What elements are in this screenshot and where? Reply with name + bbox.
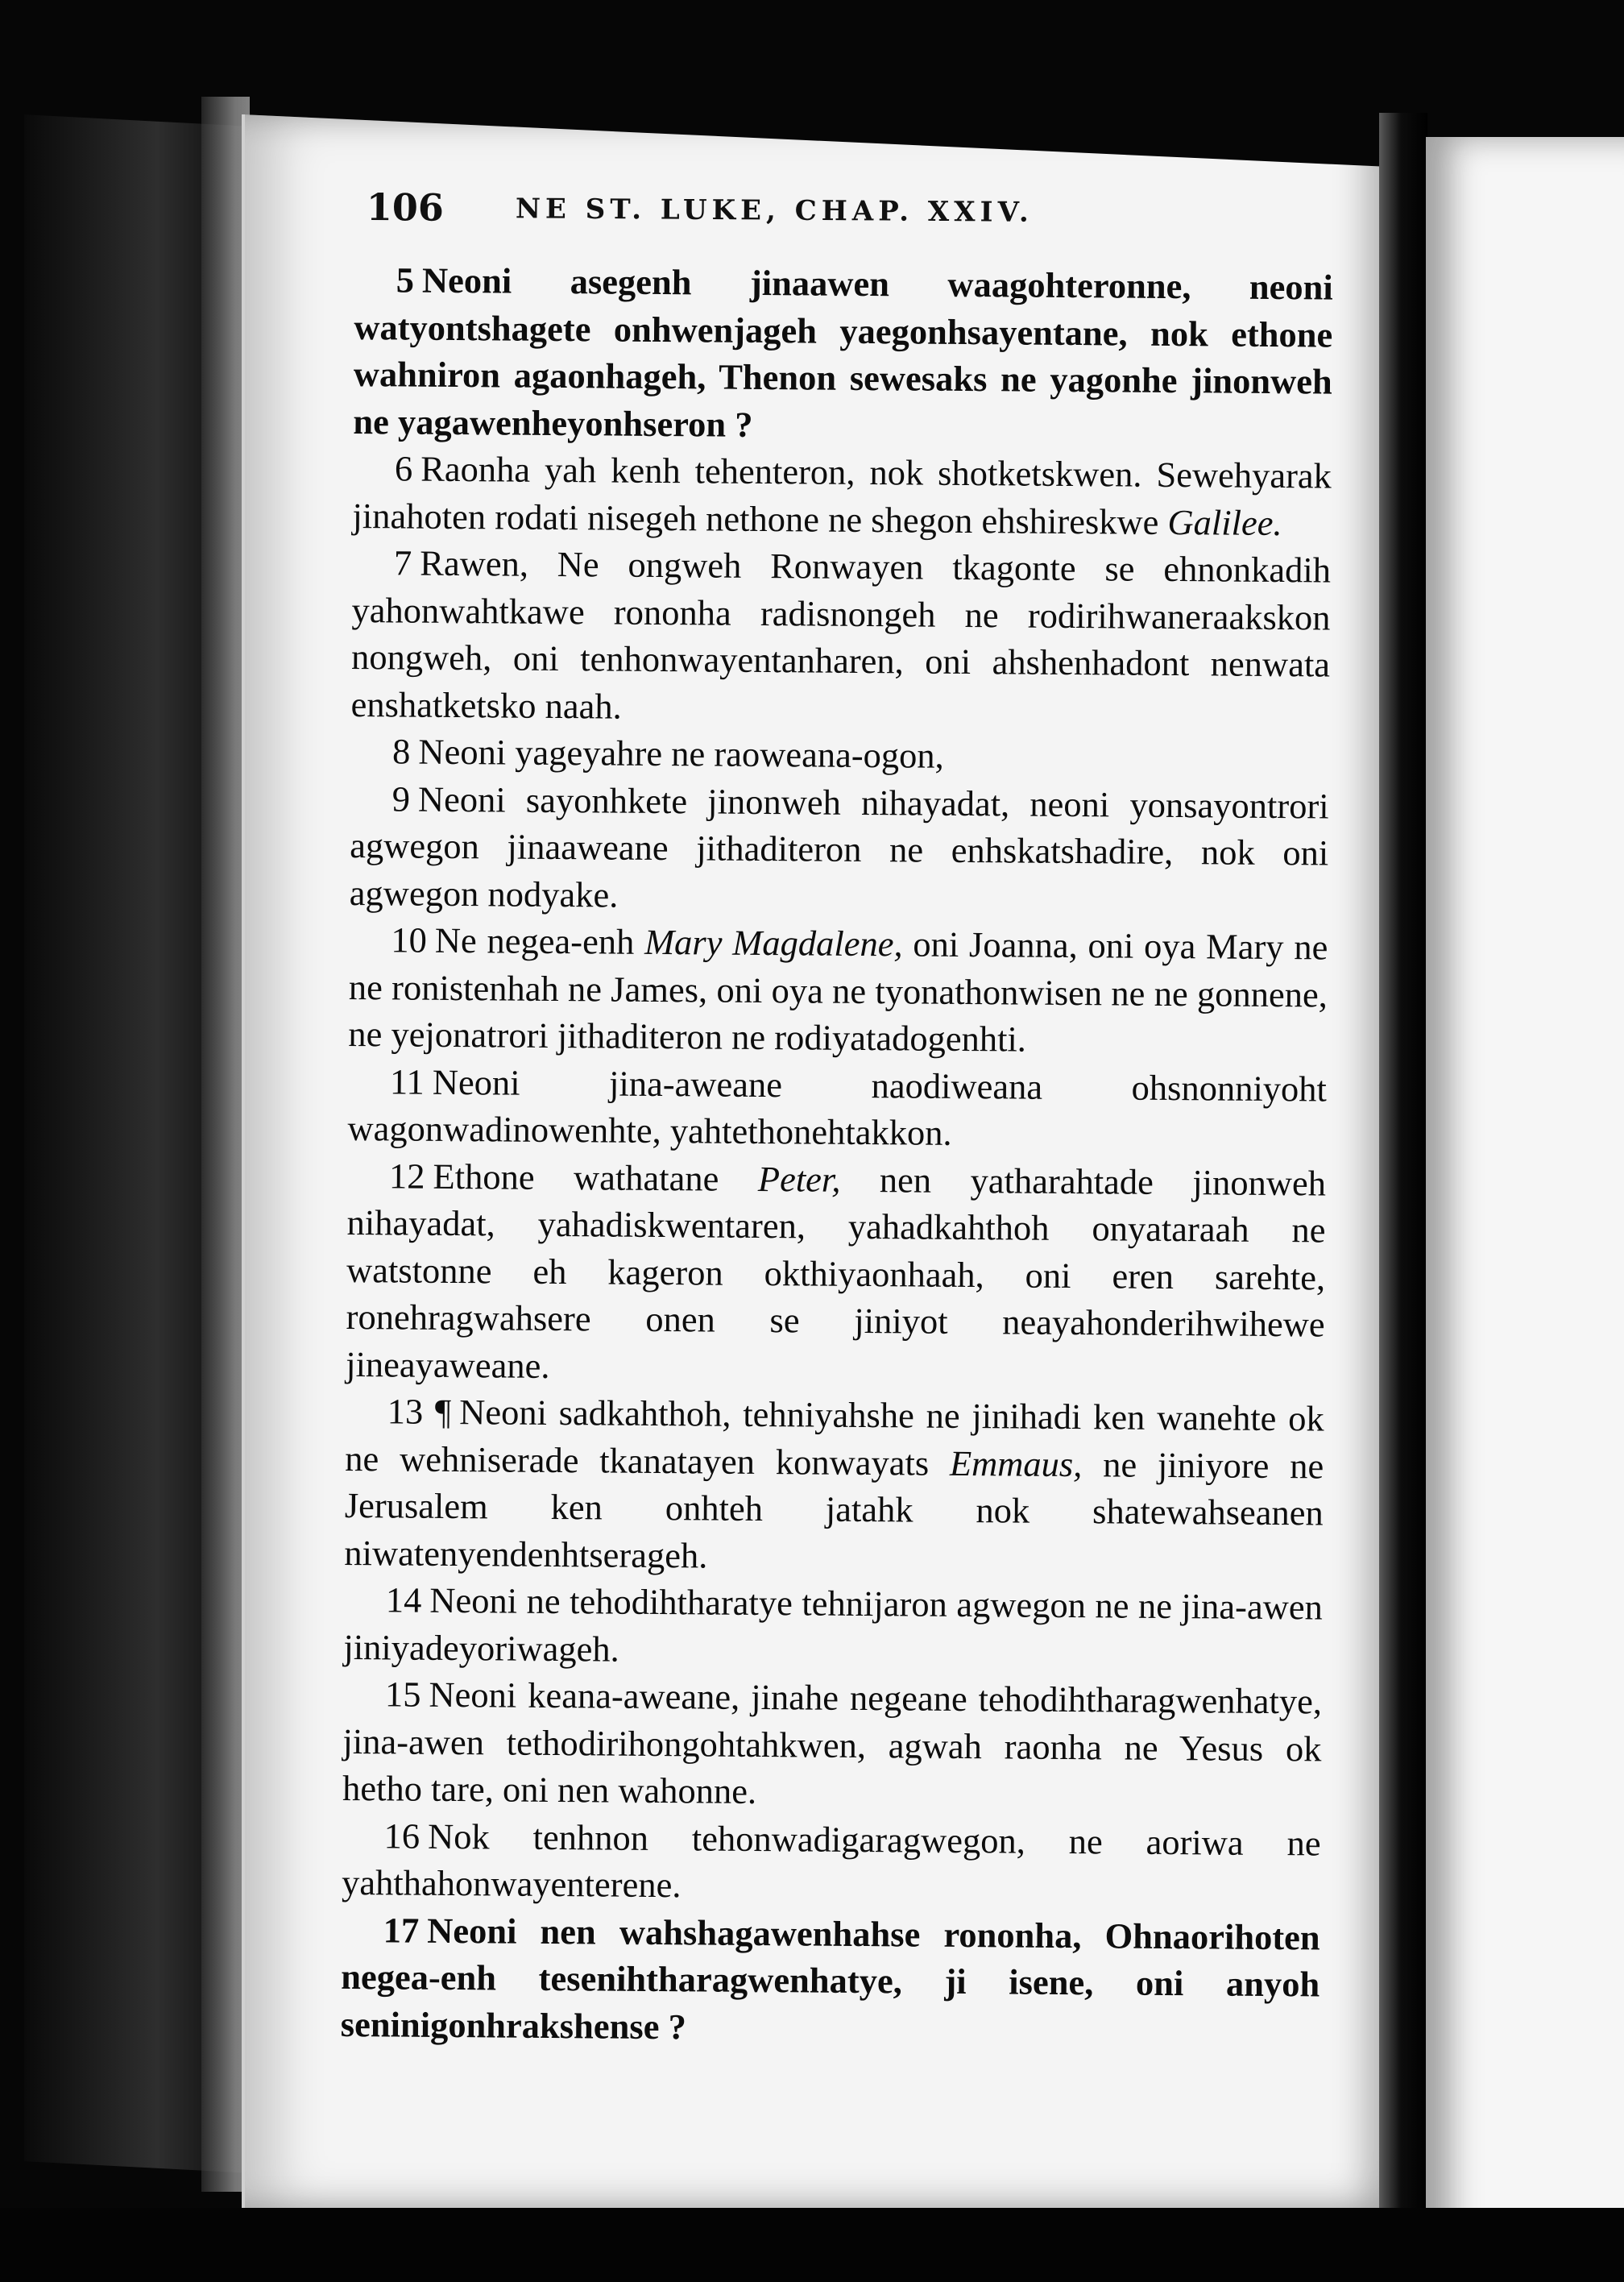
verse-text: Neoni sayonhkete jinonweh nihayadat, neoni yonsayontrori agwegon jinaaweane jithaditeron ne enhskatshadire, nok oni agwegon nodyake. xyxy=(349,778,1329,915)
verse-12 xyxy=(342,1811,1321,1914)
verse-2 xyxy=(352,445,1332,547)
verse-6 xyxy=(348,916,1328,1065)
verse-text-continued: oni Joanna, oni oya Mary ne ne ronistenhah ne James, oni oya ne tyonathonwisen ne ne gonnene, ne yejonatrori jithaditeron ne rodiyatadogenhti. xyxy=(348,923,1328,1060)
verse-3 xyxy=(350,539,1331,736)
chapter-title: NE ST. LUKE, CHAP. XXIV. xyxy=(515,193,1034,229)
verse-text-block xyxy=(341,256,1333,2055)
page-number: 106 xyxy=(366,185,445,230)
verse-13 xyxy=(341,1906,1320,2055)
right-page xyxy=(1426,137,1624,2282)
verse-1 xyxy=(353,256,1333,453)
verse-text: Neoni jina-aweane naodiweana ohsnonniyoht wagonwadinowenhte, yahtethonehtakkon. xyxy=(347,1061,1328,1153)
verse-text: Nok tenhnon tehonwadigaragwegon, ne aoriwa ne yahthahonwayenterene. xyxy=(341,1815,1321,1906)
verse-number: 9 xyxy=(392,778,411,819)
verse-5 xyxy=(350,774,1329,923)
verse-11 xyxy=(342,1670,1322,1819)
verse-proper-name: Emmaus, xyxy=(949,1442,1083,1484)
verse-9 xyxy=(344,1388,1324,1584)
verse-text: Neoni ne tehodihtharatye tehnijaron agwegon ne ne jina-awen jiniyadeyoriwageh. xyxy=(343,1579,1324,1670)
verse-text: Raonha yah kenh tehenteron, nok shotketskwen. Sewehyarak jinahoten rodati nisegeh nethone ne shegon ehshireskwe xyxy=(352,448,1332,542)
verse-number: 10 xyxy=(391,919,428,961)
verse-10 xyxy=(343,1576,1323,1678)
verse-text: Rawen, Ne ongweh Ronwayen tkagonte se ehnonkadih yahonwahtkawe rononha radisnongeh ne rodirihwaneraakskon nongweh, oni tenhonwayentanharen, oni ahshenhadont nenwata enshatketsko naah. xyxy=(350,542,1332,727)
verse-number: 6 xyxy=(394,448,413,489)
verse-text: Neoni keana-aweane, jinahe negeane tehodihtharagwenhatye, jina-awen tethodirihongohtahkwen, agwah raonha ne Yesus ok hetho tare, oni nen wahonne. xyxy=(342,1674,1323,1811)
verse-4 xyxy=(350,728,1329,782)
verse-number: 15 xyxy=(384,1674,421,1715)
verse-text: Ne negea-enh xyxy=(434,919,645,962)
verse-number: 7 xyxy=(393,542,412,583)
verse-number: 17 xyxy=(383,1909,420,1951)
verse-text: Neoni nen wahshagawenhahse rononha, Ohnaorihoten negea-enh tesenihtharagwenhatye, ji isene, oni anyoh seninigonhrakshense ? xyxy=(340,1910,1320,2047)
verse-text-continued: ne jiniyore ne Jerusalem ken onhteh jatahk nok shatewahseanen niwatenyendenhtserageh. xyxy=(344,1443,1324,1575)
verse-text: Ethone wathatane xyxy=(433,1156,759,1199)
verse-number: 12 xyxy=(388,1155,425,1197)
verse-7 xyxy=(347,1057,1327,1160)
verse-number: 5 xyxy=(396,259,415,301)
verse-text: Neoni asegenh jinaawen waagohteronne, neoni watyontshagete onhwenjageh yaegonhsayentane, nok ethone wahniron agaonhageh, Thenon sewesaks ne yagonhe jinonweh ne yagawenheyonhseron ? xyxy=(353,259,1333,445)
verse-number: 14 xyxy=(385,1579,422,1620)
verse-proper-name: Peter, xyxy=(757,1158,841,1200)
verse-number: 16 xyxy=(383,1815,420,1857)
verse-text: Neoni sadkahthoh, tehniyahshe ne jinihadi ken wanehte ok ne wehniserade tkanatayen konwayats xyxy=(345,1392,1324,1483)
scan-border-bottom xyxy=(0,2208,1624,2282)
running-head xyxy=(367,185,1414,236)
book-gutter xyxy=(1379,113,1427,2282)
verse-number: 8 xyxy=(392,731,411,772)
verse-proper-name: Galilee. xyxy=(1167,501,1282,543)
verse-number: 13 ¶ xyxy=(387,1391,452,1432)
verse-number: 11 xyxy=(389,1060,425,1102)
verse-text-continued: nen yatharahtade jinonweh nihayadat, yahadiskwentaren, yahadkahthoh onyataraah ne watstonne eh kageron okthiyaonhaah, oni eren sarehte, ronehragwahsere onen se jiniyot neayahonderihwihewe jineayaweane. xyxy=(346,1159,1327,1386)
verse-8 xyxy=(346,1151,1326,1395)
verse-text: Neoni yageyahre ne raoweana-ogon, xyxy=(418,731,944,776)
verse-proper-name: Mary Magdalene, xyxy=(644,921,903,965)
